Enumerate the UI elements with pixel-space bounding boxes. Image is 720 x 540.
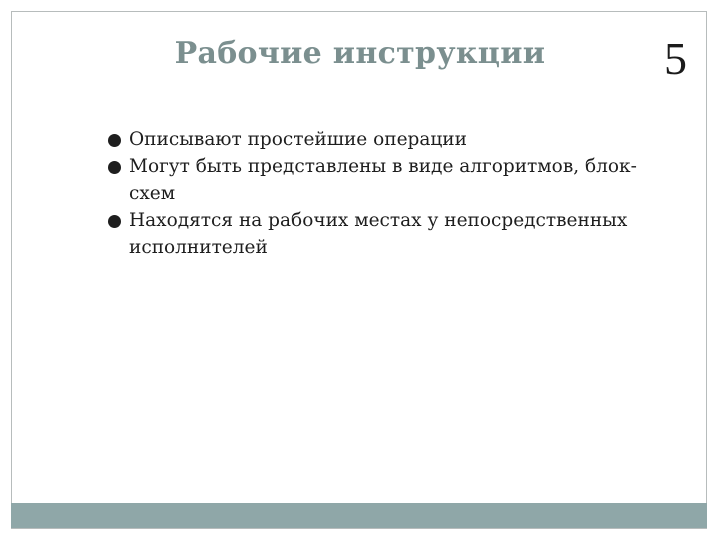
bullet-item bbox=[106, 126, 666, 153]
bullet-dot-icon bbox=[108, 134, 121, 147]
bullet-text: Могут быть представлены в виде алгоритмов, блок-схем bbox=[129, 156, 637, 204]
page-number: 5 bbox=[664, 33, 687, 84]
slide-title: Рабочие инструкции bbox=[174, 36, 546, 71]
slide-frame bbox=[11, 11, 707, 529]
bullet-item bbox=[106, 207, 666, 261]
bullet-dot-icon bbox=[108, 161, 121, 174]
bullet-dot-icon bbox=[108, 215, 121, 228]
bullet-text: Находятся на рабочих местах у непосредственных исполнителей bbox=[129, 210, 628, 258]
bullet-text: Описывают простейшие операции bbox=[129, 129, 467, 150]
bullet-list bbox=[106, 126, 666, 261]
footer-bar bbox=[11, 503, 707, 528]
bullet-item bbox=[106, 153, 666, 207]
